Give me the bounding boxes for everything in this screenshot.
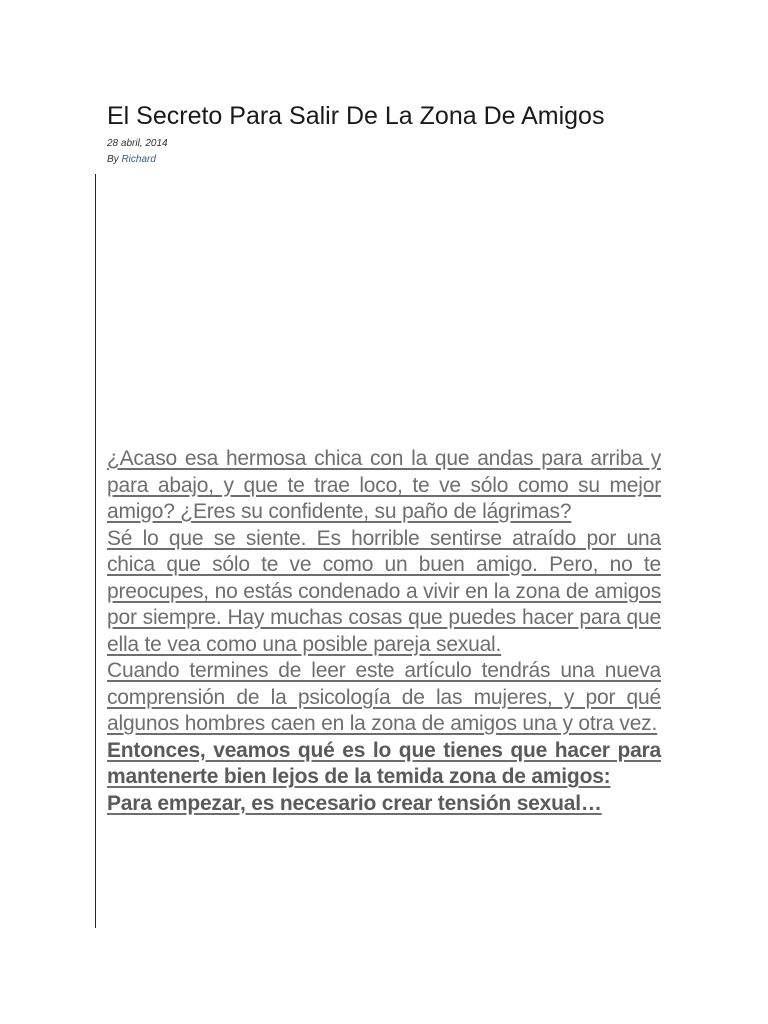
- body-paragraph: [107, 446, 661, 526]
- article-byline: [107, 153, 156, 166]
- paragraph-text: Para empezar, es necesario crear tensión sexual…: [107, 791, 602, 815]
- body-paragraph-bold: [107, 791, 661, 818]
- author-link[interactable]: Richard: [121, 154, 156, 165]
- paragraph-text: Sé lo que se siente. Es horrible sentirse atraído por una chica que sólo te ve como un buen amigo. Pero, no te preocupes, no estás condenado a vivir en la zona de amigos por siempre. Hay muchas cosas que puedes hacer para que ella te vea como una posible pareja sexual.: [107, 526, 661, 656]
- article-date: 28 abril, 2014: [107, 138, 168, 149]
- paragraph-text: Cuando termines de leer este artículo tendrás una nueva comprensión de la psicología de las mujeres, y por qué algunos hombres caen en la zona de amigos una y otra vez.: [107, 659, 661, 735]
- article-title: El Secreto Para Salir De La Zona De Amigos: [107, 102, 605, 130]
- body-paragraph: [107, 658, 661, 738]
- byline-prefix: By: [107, 154, 122, 165]
- left-margin-rule: [95, 174, 96, 928]
- body-paragraph-bold: [107, 738, 661, 791]
- article-body: [107, 446, 661, 817]
- paragraph-text: Entonces, veamos qué es lo que tienes que hacer para mantenerte bien lejos de la temida zona de amigos:: [107, 738, 661, 788]
- paragraph-text: ¿Acaso esa hermosa chica con la que andas para arriba y para abajo, y que te trae loco, te ve sólo como su mejor amigo? ¿Eres su confidente, su paño de lágrimas?: [107, 447, 661, 523]
- body-paragraph: [107, 526, 661, 659]
